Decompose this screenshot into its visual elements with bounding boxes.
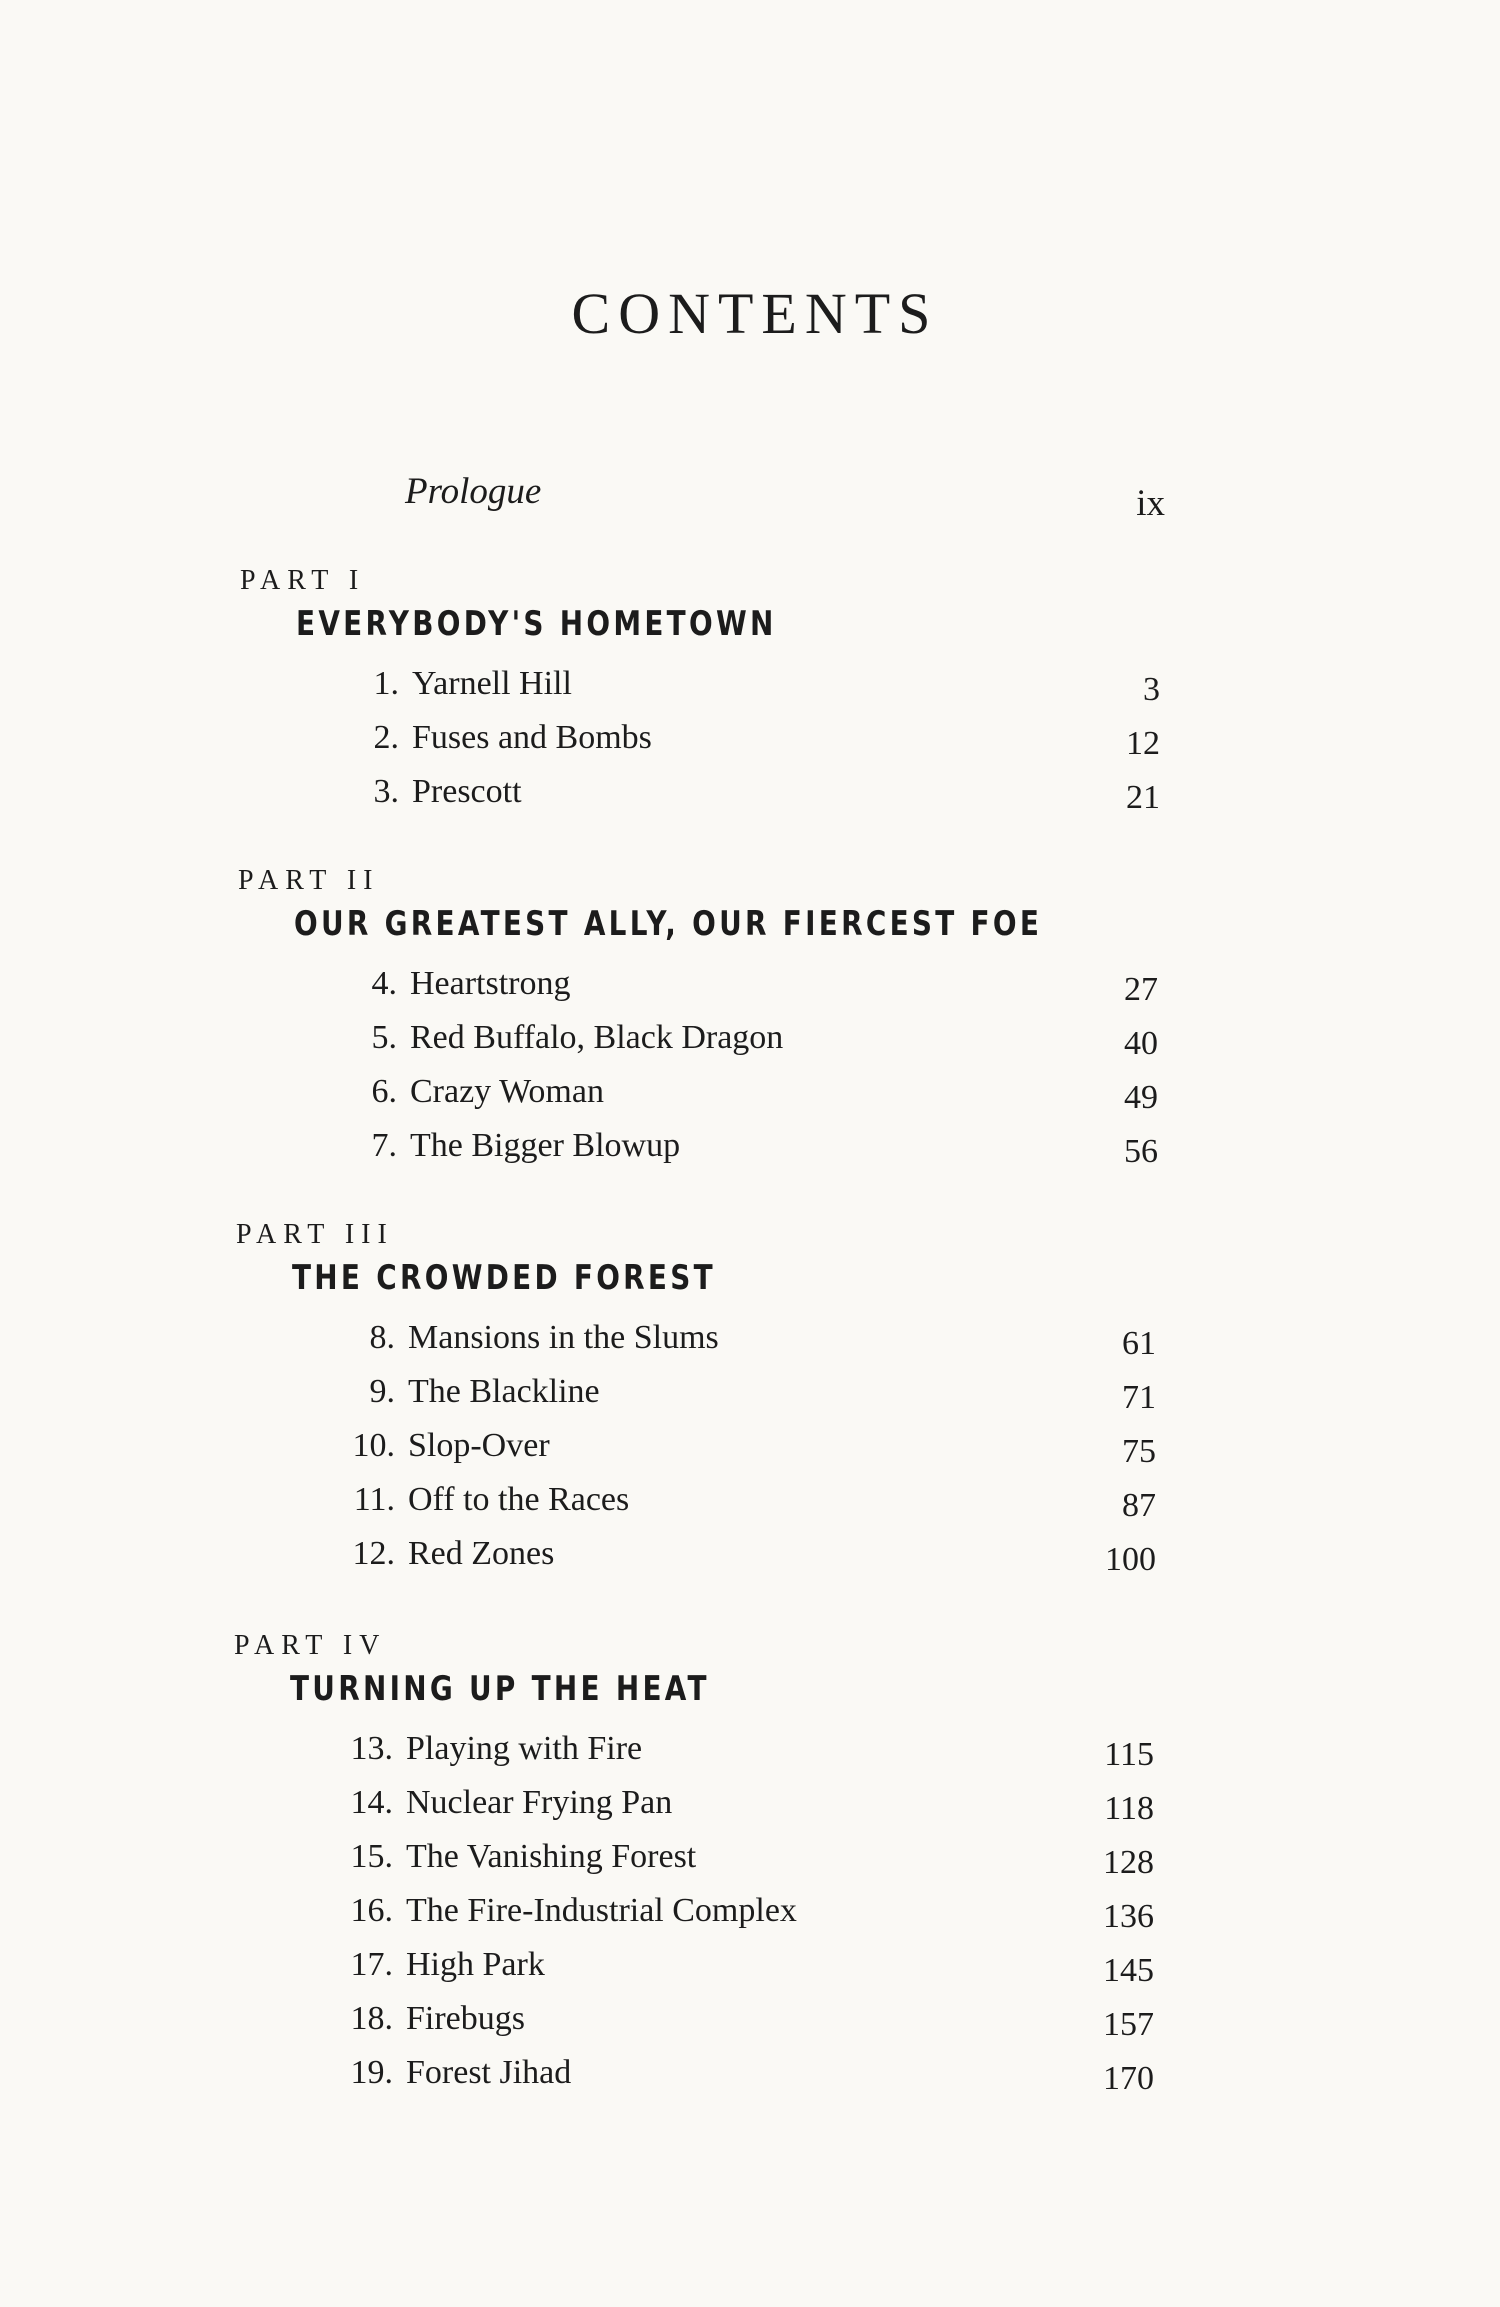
part-label: PART III bbox=[236, 1219, 394, 1250]
chapter-page: 128 bbox=[1103, 1844, 1154, 1881]
chapter-number: 4. bbox=[371, 965, 397, 1002]
toc-entry[interactable] bbox=[316, 1321, 1156, 1369]
toc-entry[interactable] bbox=[314, 1732, 1154, 1780]
chapter-title: Fuses and Bombs bbox=[412, 719, 652, 756]
chapter-number: 3. bbox=[373, 773, 399, 810]
toc-entry[interactable] bbox=[314, 2002, 1154, 2050]
toc-entry[interactable] bbox=[316, 1429, 1156, 1477]
chapter-page: 87 bbox=[1122, 1487, 1156, 1524]
toc-entry[interactable] bbox=[320, 721, 1160, 769]
chapter-title: Prescott bbox=[412, 773, 522, 810]
chapter-title: Off to the Races bbox=[408, 1481, 630, 1518]
chapter-title: Yarnell Hill bbox=[412, 665, 572, 702]
chapter-page: 21 bbox=[1126, 779, 1160, 816]
chapter-page: 61 bbox=[1122, 1325, 1156, 1362]
chapter-page: 145 bbox=[1103, 1952, 1154, 1989]
toc-entry[interactable] bbox=[318, 1129, 1158, 1177]
chapter-title: The Vanishing Forest bbox=[406, 1838, 697, 1875]
chapter-page: 100 bbox=[1105, 1541, 1156, 1578]
part-label: PART II bbox=[238, 865, 380, 896]
toc-entry[interactable] bbox=[318, 1021, 1158, 1069]
chapter-title: Forest Jihad bbox=[406, 2054, 572, 2091]
part-label: PART I bbox=[240, 565, 366, 596]
toc-entry[interactable] bbox=[314, 1894, 1154, 1942]
toc-entry[interactable] bbox=[316, 1483, 1156, 1531]
chapter-page: 115 bbox=[1104, 1736, 1154, 1773]
chapter-number: 12. bbox=[352, 1535, 395, 1572]
toc-entry[interactable] bbox=[314, 1786, 1154, 1834]
chapter-title: The Blackline bbox=[408, 1373, 600, 1410]
page-title: CONTENTS bbox=[571, 281, 939, 346]
prologue-page: ix bbox=[1136, 483, 1165, 524]
chapter-number: 7. bbox=[371, 1127, 397, 1164]
toc-entry[interactable] bbox=[318, 1075, 1158, 1123]
chapter-title: Crazy Woman bbox=[410, 1073, 604, 1110]
toc-entry[interactable] bbox=[314, 1948, 1154, 1996]
chapter-number: 1. bbox=[373, 665, 399, 702]
part-title: EVERYBODY'S HOMETOWN bbox=[296, 604, 777, 644]
toc-entry[interactable] bbox=[318, 967, 1158, 1015]
chapter-number: 6. bbox=[371, 1073, 397, 1110]
chapter-page: 40 bbox=[1124, 1025, 1158, 1062]
chapter-page: 118 bbox=[1104, 1790, 1154, 1827]
toc-entry[interactable] bbox=[314, 2056, 1154, 2104]
toc-entry[interactable] bbox=[316, 1537, 1156, 1585]
toc-entry[interactable] bbox=[320, 667, 1160, 715]
chapter-page: 56 bbox=[1124, 1133, 1158, 1170]
chapter-title: Red Zones bbox=[408, 1535, 555, 1572]
chapter-title: Mansions in the Slums bbox=[408, 1319, 719, 1356]
chapter-number: 16. bbox=[350, 1892, 393, 1929]
chapter-page: 170 bbox=[1103, 2060, 1154, 2097]
chapter-number: 17. bbox=[350, 1946, 393, 1983]
chapter-number: 2. bbox=[373, 719, 399, 756]
prologue-title: Prologue bbox=[405, 471, 542, 512]
chapter-number: 13. bbox=[350, 1730, 393, 1767]
chapter-title: Nuclear Frying Pan bbox=[406, 1784, 673, 1821]
chapter-page: 12 bbox=[1126, 725, 1160, 762]
chapter-number: 10. bbox=[352, 1427, 395, 1464]
chapter-page: 136 bbox=[1103, 1898, 1154, 1935]
toc-entry[interactable] bbox=[314, 1840, 1154, 1888]
chapter-title: The Bigger Blowup bbox=[410, 1127, 681, 1164]
toc-entry[interactable] bbox=[316, 1375, 1156, 1423]
part-title: OUR GREATEST ALLY, OUR FIERCEST FOE bbox=[294, 904, 1043, 944]
toc-entry-prologue[interactable] bbox=[405, 470, 1165, 524]
chapter-number: 8. bbox=[369, 1319, 395, 1356]
chapter-title: High Park bbox=[406, 1946, 545, 1983]
chapter-page: 49 bbox=[1124, 1079, 1158, 1116]
chapter-page: 3 bbox=[1143, 671, 1160, 708]
toc-entry[interactable] bbox=[320, 775, 1160, 823]
chapter-number: 14. bbox=[350, 1784, 393, 1821]
chapter-title: Heartstrong bbox=[410, 965, 571, 1002]
part-title: TURNING UP THE HEAT bbox=[290, 1669, 710, 1709]
part-label: PART IV bbox=[234, 1630, 387, 1661]
chapter-page: 71 bbox=[1122, 1379, 1156, 1416]
chapter-number: 11. bbox=[353, 1481, 395, 1518]
chapter-page: 27 bbox=[1124, 971, 1158, 1008]
chapter-page: 75 bbox=[1122, 1433, 1156, 1470]
chapter-title: Slop-Over bbox=[408, 1427, 550, 1464]
chapter-number: 18. bbox=[350, 2000, 393, 2037]
chapter-page: 157 bbox=[1103, 2006, 1154, 2043]
chapter-number: 5. bbox=[371, 1019, 397, 1056]
part-title: THE CROWDED FOREST bbox=[292, 1258, 716, 1298]
chapter-title: Red Buffalo, Black Dragon bbox=[410, 1019, 784, 1056]
chapter-title: Firebugs bbox=[406, 2000, 525, 2037]
chapter-number: 9. bbox=[369, 1373, 395, 1410]
chapter-number: 19. bbox=[350, 2054, 393, 2091]
chapter-number: 15. bbox=[350, 1838, 393, 1875]
chapter-title: The Fire-Industrial Complex bbox=[406, 1892, 797, 1929]
chapter-title: Playing with Fire bbox=[406, 1730, 643, 1767]
